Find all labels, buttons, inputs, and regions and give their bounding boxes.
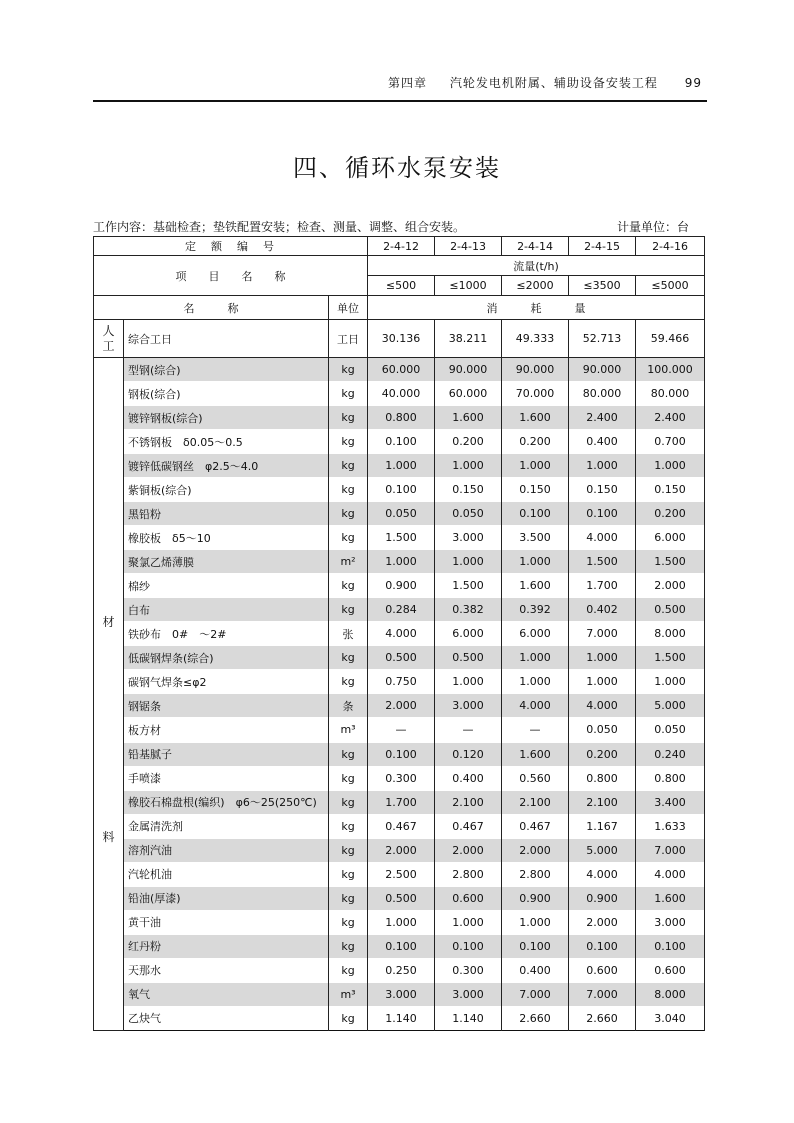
table-row — [94, 718, 705, 742]
material-value: 1.700 — [569, 574, 636, 598]
material-value: 0.120 — [435, 742, 502, 766]
material-value: 1.000 — [368, 550, 435, 574]
labor-value: 59.466 — [636, 320, 705, 358]
material-value: 0.382 — [435, 598, 502, 622]
material-value: 7.000 — [636, 838, 705, 862]
material-value: 0.200 — [636, 502, 705, 526]
material-value: 5.000 — [636, 694, 705, 718]
labor-category — [94, 320, 124, 358]
material-value: 2.660 — [502, 1006, 569, 1030]
material-value: 0.600 — [636, 958, 705, 982]
material-value: 0.150 — [636, 478, 705, 502]
material-value: 0.050 — [435, 502, 502, 526]
material-unit: kg — [329, 502, 368, 526]
material-value: 0.900 — [569, 886, 636, 910]
labor-value: 49.333 — [502, 320, 569, 358]
table-row — [94, 454, 705, 478]
table-row — [94, 838, 705, 862]
header-flow-row — [94, 256, 705, 276]
material-value: 0.750 — [368, 670, 435, 694]
material-unit: 条 — [329, 694, 368, 718]
material-value: 0.467 — [435, 814, 502, 838]
material-name: 橡胶石棉盘根(编织) φ6～25(250℃) — [124, 790, 329, 814]
material-value: — — [435, 718, 502, 742]
material-value: 6.000 — [636, 526, 705, 550]
material-value: 2.400 — [569, 406, 636, 430]
material-value: — — [368, 718, 435, 742]
code-cell: 2-4-15 — [569, 237, 636, 256]
material-category-bottom: 料 — [102, 830, 115, 845]
material-value: 1.500 — [636, 646, 705, 670]
material-value: 1.000 — [368, 910, 435, 934]
material-value: 0.200 — [502, 430, 569, 454]
material-value: 0.800 — [368, 406, 435, 430]
material-value: 2.100 — [502, 790, 569, 814]
table-row — [94, 934, 705, 958]
material-value: 0.560 — [502, 766, 569, 790]
material-value: 0.100 — [368, 478, 435, 502]
material-value: 1.000 — [435, 670, 502, 694]
material-unit: kg — [329, 382, 368, 406]
material-value: 8.000 — [636, 622, 705, 646]
material-value: 1.600 — [502, 574, 569, 598]
material-value: 4.000 — [368, 622, 435, 646]
material-name: 紫铜板(综合) — [124, 478, 329, 502]
material-unit: kg — [329, 526, 368, 550]
material-value: 3.000 — [636, 910, 705, 934]
material-value: 100.000 — [636, 358, 705, 382]
material-value: 2.000 — [368, 694, 435, 718]
material-value: 0.400 — [435, 766, 502, 790]
flow-cell: ≤2000 — [502, 276, 569, 296]
material-unit: kg — [329, 430, 368, 454]
material-value: 0.500 — [368, 646, 435, 670]
material-value: 2.400 — [636, 406, 705, 430]
material-value: 7.000 — [502, 982, 569, 1006]
material-unit: kg — [329, 910, 368, 934]
table-row — [94, 670, 705, 694]
chapter-label: 第四章 — [388, 76, 428, 90]
running-head — [388, 74, 702, 91]
material-value: 1.000 — [569, 670, 636, 694]
section-title: 四、循环水泵安装 — [293, 154, 501, 182]
material-value: 3.000 — [435, 694, 502, 718]
material-value: 0.700 — [636, 430, 705, 454]
material-value: 3.500 — [502, 526, 569, 550]
material-value: 7.000 — [569, 622, 636, 646]
table-row — [94, 574, 705, 598]
table-row — [94, 526, 705, 550]
material-value: 1.600 — [636, 886, 705, 910]
material-value: 90.000 — [435, 358, 502, 382]
code-cell: 2-4-13 — [435, 237, 502, 256]
material-value: 2.100 — [569, 790, 636, 814]
material-value: 0.150 — [435, 478, 502, 502]
unit-of-measure: 计量单位：台 — [616, 220, 689, 234]
material-value: 3.040 — [636, 1006, 705, 1030]
material-value: 4.000 — [502, 694, 569, 718]
material-unit: m³ — [329, 718, 368, 742]
material-unit: kg — [329, 478, 368, 502]
material-name: 红丹粉 — [124, 934, 329, 958]
material-value: 1.600 — [502, 742, 569, 766]
table-row — [94, 550, 705, 574]
material-category — [94, 358, 124, 1031]
material-unit: kg — [329, 742, 368, 766]
material-value: 4.000 — [569, 694, 636, 718]
material-value: 0.050 — [636, 718, 705, 742]
material-value: 0.900 — [368, 574, 435, 598]
work-content: 工作内容：基础检查；垫铁配置安装；检查、测量、调整、组合安装。 — [93, 220, 466, 234]
material-value: 60.000 — [368, 358, 435, 382]
material-value: 1.000 — [502, 646, 569, 670]
material-name: 低碳钢焊条(综合) — [124, 646, 329, 670]
material-value: 3.000 — [368, 982, 435, 1006]
table-row — [94, 694, 705, 718]
material-value: 0.200 — [569, 742, 636, 766]
material-value: 0.100 — [368, 934, 435, 958]
material-name: 钢锯条 — [124, 694, 329, 718]
material-value: 7.000 — [569, 982, 636, 1006]
material-unit: kg — [329, 886, 368, 910]
labor-value: 52.713 — [569, 320, 636, 358]
page-number: 99 — [684, 76, 702, 90]
material-name: 镀锌低碳钢丝 φ2.5～4.0 — [124, 454, 329, 478]
material-value: 0.100 — [502, 502, 569, 526]
material-value: 60.000 — [435, 382, 502, 406]
material-value: 90.000 — [502, 358, 569, 382]
material-value: 1.600 — [502, 406, 569, 430]
material-value: 1.140 — [368, 1006, 435, 1030]
flow-cell: ≤5000 — [636, 276, 705, 296]
material-unit: 张 — [329, 622, 368, 646]
labor-name: 综合工日 — [124, 320, 329, 358]
material-value: 2.000 — [368, 838, 435, 862]
material-unit: m³ — [329, 982, 368, 1006]
labor-value: 38.211 — [435, 320, 502, 358]
material-value: 0.200 — [435, 430, 502, 454]
material-value: 0.284 — [368, 598, 435, 622]
material-value: 0.300 — [368, 766, 435, 790]
material-name: 黄干油 — [124, 910, 329, 934]
table-row — [94, 358, 705, 382]
material-unit: kg — [329, 790, 368, 814]
table-row — [94, 910, 705, 934]
material-value: 1.000 — [435, 550, 502, 574]
material-name: 碳钢气焊条≤φ2 — [124, 670, 329, 694]
material-value: 0.800 — [636, 766, 705, 790]
consumption-label: 消 耗 量 — [368, 296, 705, 320]
chapter-title: 汽轮发电机附属、辅助设备安装工程 — [449, 76, 658, 90]
labor-value: 30.136 — [368, 320, 435, 358]
material-value: 0.050 — [368, 502, 435, 526]
material-unit: kg — [329, 766, 368, 790]
flow-label: 流量(t/h) — [368, 256, 705, 276]
material-unit: kg — [329, 454, 368, 478]
material-value: 0.300 — [435, 958, 502, 982]
material-value: 0.402 — [569, 598, 636, 622]
material-value: 0.800 — [569, 766, 636, 790]
flow-cell: ≤3500 — [569, 276, 636, 296]
material-unit: kg — [329, 646, 368, 670]
material-value: 0.467 — [368, 814, 435, 838]
header-rule — [93, 100, 707, 102]
work-content-line — [93, 218, 707, 235]
material-name: 型钢(综合) — [124, 358, 329, 382]
material-category-top: 材 — [102, 615, 115, 630]
material-unit: kg — [329, 670, 368, 694]
material-value: 0.600 — [569, 958, 636, 982]
table-row — [94, 982, 705, 1006]
material-value: 1.000 — [636, 454, 705, 478]
table-row — [94, 598, 705, 622]
material-unit: kg — [329, 838, 368, 862]
material-value: 1.000 — [435, 454, 502, 478]
material-value: 1.500 — [636, 550, 705, 574]
material-name: 金属清洗剂 — [124, 814, 329, 838]
material-name: 板方材 — [124, 718, 329, 742]
material-unit: kg — [329, 1006, 368, 1030]
material-name: 镀锌钢板(综合) — [124, 406, 329, 430]
material-value: 1.000 — [502, 910, 569, 934]
material-value: 1.000 — [502, 454, 569, 478]
material-name: 钢板(综合) — [124, 382, 329, 406]
item-name-label: 项 目 名 称 — [94, 256, 368, 296]
material-unit: kg — [329, 358, 368, 382]
material-name: 白布 — [124, 598, 329, 622]
table-row — [94, 382, 705, 406]
material-value: 0.100 — [569, 934, 636, 958]
material-name: 汽轮机油 — [124, 862, 329, 886]
material-value: 0.100 — [569, 502, 636, 526]
material-unit: kg — [329, 598, 368, 622]
material-value: 0.467 — [502, 814, 569, 838]
material-value: 2.000 — [569, 910, 636, 934]
material-unit: kg — [329, 574, 368, 598]
table-row — [94, 406, 705, 430]
material-value: 2.660 — [569, 1006, 636, 1030]
material-value: 2.500 — [368, 862, 435, 886]
material-value: 4.000 — [569, 862, 636, 886]
material-value: 6.000 — [435, 622, 502, 646]
code-cell: 2-4-14 — [502, 237, 569, 256]
material-value: 1.000 — [636, 670, 705, 694]
material-value: 0.100 — [368, 430, 435, 454]
table-row — [94, 742, 705, 766]
material-value: 0.050 — [569, 718, 636, 742]
material-value: 1.000 — [569, 454, 636, 478]
material-value: — — [502, 718, 569, 742]
material-unit: m² — [329, 550, 368, 574]
code-cell: 2-4-16 — [636, 237, 705, 256]
material-value: 2.800 — [435, 862, 502, 886]
material-name: 乙炔气 — [124, 1006, 329, 1030]
material-value: 0.100 — [435, 934, 502, 958]
material-unit: kg — [329, 934, 368, 958]
material-value: 5.000 — [569, 838, 636, 862]
material-value: 2.000 — [636, 574, 705, 598]
material-name: 棉纱 — [124, 574, 329, 598]
material-value: 0.150 — [502, 478, 569, 502]
material-value: 0.392 — [502, 598, 569, 622]
material-name: 不锈钢板 δ0.05～0.5 — [124, 430, 329, 454]
column-header-row — [94, 296, 705, 320]
table-row — [94, 766, 705, 790]
flow-cell: ≤1000 — [435, 276, 502, 296]
material-value: 3.400 — [636, 790, 705, 814]
material-value: 0.500 — [435, 646, 502, 670]
table-row — [94, 430, 705, 454]
material-value: 80.000 — [636, 382, 705, 406]
table-row — [94, 478, 705, 502]
material-name: 橡胶板 δ5～10 — [124, 526, 329, 550]
material-name: 聚氯乙烯薄膜 — [124, 550, 329, 574]
material-value: 70.000 — [502, 382, 569, 406]
material-value: 3.000 — [435, 982, 502, 1006]
table-row — [94, 886, 705, 910]
code-cell: 2-4-12 — [368, 237, 435, 256]
material-name: 铁砂布 0# ～2# — [124, 622, 329, 646]
material-value: 1.500 — [368, 526, 435, 550]
table-row — [94, 1006, 705, 1030]
material-value: 0.100 — [502, 934, 569, 958]
material-value: 0.100 — [368, 742, 435, 766]
material-value: 2.100 — [435, 790, 502, 814]
material-value: 90.000 — [569, 358, 636, 382]
material-value: 2.800 — [502, 862, 569, 886]
material-value: 1.700 — [368, 790, 435, 814]
material-value: 8.000 — [636, 982, 705, 1006]
material-value: 80.000 — [569, 382, 636, 406]
labor-unit: 工日 — [329, 320, 368, 358]
material-unit: kg — [329, 862, 368, 886]
material-value: 0.150 — [569, 478, 636, 502]
header-codes-row — [94, 237, 705, 256]
name-column-label: 名 称 — [94, 296, 329, 320]
table-row — [94, 790, 705, 814]
material-name: 氧气 — [124, 982, 329, 1006]
table-row — [94, 814, 705, 838]
material-value: 0.500 — [368, 886, 435, 910]
table-row — [94, 622, 705, 646]
material-value: 0.500 — [636, 598, 705, 622]
table-row — [94, 862, 705, 886]
material-value: 0.100 — [636, 934, 705, 958]
quota-table — [93, 236, 705, 1031]
material-value: 0.600 — [435, 886, 502, 910]
material-value: 1.167 — [569, 814, 636, 838]
material-value: 1.500 — [569, 550, 636, 574]
material-name: 溶剂汽油 — [124, 838, 329, 862]
table-row — [94, 646, 705, 670]
material-value: 1.000 — [502, 670, 569, 694]
quota-number-label: 定 额 编 号 — [94, 237, 368, 256]
material-value: 1.000 — [502, 550, 569, 574]
material-value: 4.000 — [569, 526, 636, 550]
material-value: 1.000 — [435, 910, 502, 934]
material-value: 2.000 — [435, 838, 502, 862]
unit-column-label: 单位 — [329, 296, 368, 320]
material-value: 0.240 — [636, 742, 705, 766]
material-value: 6.000 — [502, 622, 569, 646]
material-value: 1.600 — [435, 406, 502, 430]
material-unit: kg — [329, 958, 368, 982]
material-value: 0.250 — [368, 958, 435, 982]
material-value: 4.000 — [636, 862, 705, 886]
table-row — [94, 958, 705, 982]
material-value: 0.400 — [502, 958, 569, 982]
material-name: 黑铅粉 — [124, 502, 329, 526]
flow-cell: ≤500 — [368, 276, 435, 296]
labor-category-bottom: 工 — [102, 338, 115, 353]
material-value: 1.000 — [368, 454, 435, 478]
material-value: 1.633 — [636, 814, 705, 838]
material-name: 铅基腻子 — [124, 742, 329, 766]
material-value: 1.000 — [569, 646, 636, 670]
material-value: 1.500 — [435, 574, 502, 598]
material-value: 1.140 — [435, 1006, 502, 1030]
material-value: 3.000 — [435, 526, 502, 550]
material-unit: kg — [329, 814, 368, 838]
labor-category-top: 人 — [102, 323, 115, 338]
material-value: 0.900 — [502, 886, 569, 910]
material-name: 手喷漆 — [124, 766, 329, 790]
material-name: 天那水 — [124, 958, 329, 982]
material-value: 0.400 — [569, 430, 636, 454]
material-value: 2.000 — [502, 838, 569, 862]
material-unit: kg — [329, 406, 368, 430]
table-row — [94, 502, 705, 526]
material-value: 40.000 — [368, 382, 435, 406]
material-name: 铅油(厚漆) — [124, 886, 329, 910]
labor-row — [94, 320, 705, 358]
